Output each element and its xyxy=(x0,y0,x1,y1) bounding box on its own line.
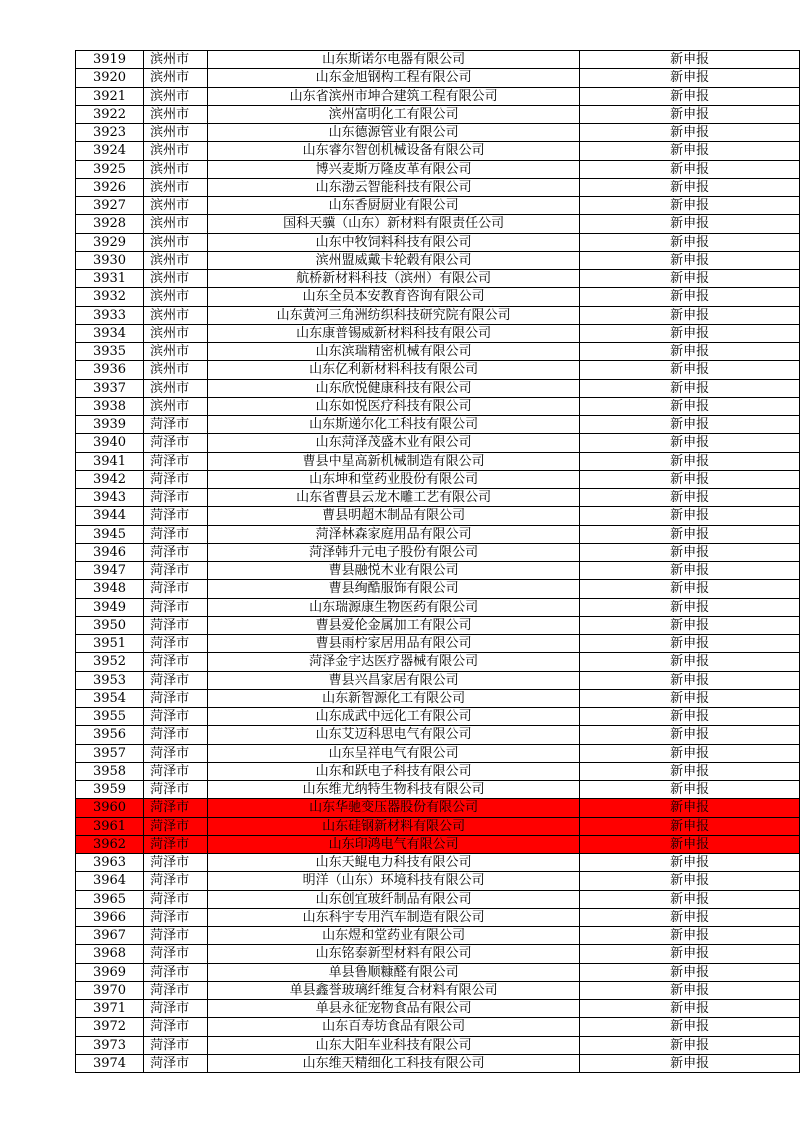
table-row xyxy=(76,981,800,999)
city-cell: 菏泽市 xyxy=(144,580,208,598)
table-row xyxy=(76,708,800,726)
city-cell: 滨州市 xyxy=(144,51,208,69)
table-row-highlighted xyxy=(76,817,800,835)
status-cell: 新申报 xyxy=(580,343,800,361)
company-name-cell: 曹县爱伦金属加工有限公司 xyxy=(208,616,580,634)
row-number-cell: 3923 xyxy=(76,124,144,142)
company-name-cell: 山东省曹县云龙木雕工艺有限公司 xyxy=(208,489,580,507)
city-cell: 菏泽市 xyxy=(144,489,208,507)
row-number-cell: 3951 xyxy=(76,635,144,653)
city-cell: 滨州市 xyxy=(144,87,208,105)
row-number-cell: 3942 xyxy=(76,470,144,488)
company-name-cell: 曹县明超木制品有限公司 xyxy=(208,507,580,525)
row-number-cell: 3921 xyxy=(76,87,144,105)
table-row-highlighted xyxy=(76,835,800,853)
table-row xyxy=(76,744,800,762)
status-cell: 新申报 xyxy=(580,361,800,379)
status-cell: 新申报 xyxy=(580,963,800,981)
city-cell: 菏泽市 xyxy=(144,762,208,780)
table-row xyxy=(76,1036,800,1054)
company-name-cell: 国科天骥（山东）新材料有限责任公司 xyxy=(208,215,580,233)
row-number-cell: 3948 xyxy=(76,580,144,598)
city-cell: 滨州市 xyxy=(144,270,208,288)
status-cell: 新申报 xyxy=(580,543,800,561)
table-row xyxy=(76,160,800,178)
company-name-cell: 山东艾迈科思电气有限公司 xyxy=(208,726,580,744)
row-number-cell: 3919 xyxy=(76,51,144,69)
table-row xyxy=(76,580,800,598)
company-name-cell: 单县鲁顺糠醛有限公司 xyxy=(208,963,580,981)
row-number-cell: 3922 xyxy=(76,105,144,123)
company-name-cell: 山东科宇专用汽车制造有限公司 xyxy=(208,908,580,926)
row-number-cell: 3956 xyxy=(76,726,144,744)
row-number-cell: 3925 xyxy=(76,160,144,178)
city-cell: 滨州市 xyxy=(144,343,208,361)
company-name-cell: 山东铭泰新型材料有限公司 xyxy=(208,945,580,963)
table-row xyxy=(76,215,800,233)
table-row xyxy=(76,635,800,653)
status-cell: 新申报 xyxy=(580,689,800,707)
table-row xyxy=(76,781,800,799)
company-name-cell: 山东成武中远化工有限公司 xyxy=(208,708,580,726)
city-cell: 菏泽市 xyxy=(144,890,208,908)
city-cell: 菏泽市 xyxy=(144,507,208,525)
table-row xyxy=(76,489,800,507)
row-number-cell: 3943 xyxy=(76,489,144,507)
company-name-cell: 山东呈祥电气有限公司 xyxy=(208,744,580,762)
table-row xyxy=(76,379,800,397)
city-cell: 菏泽市 xyxy=(144,744,208,762)
company-name-cell: 航桥新材料科技（滨州）有限公司 xyxy=(208,270,580,288)
city-cell: 菏泽市 xyxy=(144,416,208,434)
table-row xyxy=(76,762,800,780)
company-name-cell: 山东省滨州市坤合建筑工程有限公司 xyxy=(208,87,580,105)
table-row xyxy=(76,178,800,196)
city-cell: 菏泽市 xyxy=(144,635,208,653)
city-cell: 菏泽市 xyxy=(144,708,208,726)
company-name-cell: 山东瑞源康生物医药有限公司 xyxy=(208,598,580,616)
city-cell: 滨州市 xyxy=(144,178,208,196)
company-name-cell: 山东煜和堂药业有限公司 xyxy=(208,927,580,945)
status-cell: 新申报 xyxy=(580,744,800,762)
city-cell: 菏泽市 xyxy=(144,452,208,470)
row-number-cell: 3955 xyxy=(76,708,144,726)
row-number-cell: 3960 xyxy=(76,799,144,817)
company-name-cell: 山东如悦医疗科技有限公司 xyxy=(208,397,580,415)
status-cell: 新申报 xyxy=(580,981,800,999)
company-name-cell: 曹县兴昌家居有限公司 xyxy=(208,671,580,689)
status-cell: 新申报 xyxy=(580,233,800,251)
status-cell: 新申报 xyxy=(580,671,800,689)
city-cell: 菏泽市 xyxy=(144,525,208,543)
table-row xyxy=(76,1054,800,1072)
row-number-cell: 3927 xyxy=(76,197,144,215)
company-name-cell: 山东维尤纳特生物科技有限公司 xyxy=(208,781,580,799)
row-number-cell: 3957 xyxy=(76,744,144,762)
row-number-cell: 3968 xyxy=(76,945,144,963)
company-name-cell: 山东创宜玻纤制品有限公司 xyxy=(208,890,580,908)
city-cell: 菏泽市 xyxy=(144,434,208,452)
city-cell: 菏泽市 xyxy=(144,598,208,616)
status-cell: 新申报 xyxy=(580,324,800,342)
status-cell: 新申报 xyxy=(580,288,800,306)
table-row xyxy=(76,562,800,580)
row-number-cell: 3939 xyxy=(76,416,144,434)
status-cell: 新申报 xyxy=(580,434,800,452)
table-row xyxy=(76,142,800,160)
city-cell: 菏泽市 xyxy=(144,616,208,634)
company-name-cell: 单县永征宠物食品有限公司 xyxy=(208,1000,580,1018)
row-number-cell: 3969 xyxy=(76,963,144,981)
city-cell: 菏泽市 xyxy=(144,908,208,926)
company-name-cell: 山东维天精细化工科技有限公司 xyxy=(208,1054,580,1072)
status-cell: 新申报 xyxy=(580,854,800,872)
table-row xyxy=(76,69,800,87)
city-cell: 菏泽市 xyxy=(144,981,208,999)
company-name-cell: 曹县绚酷服饰有限公司 xyxy=(208,580,580,598)
row-number-cell: 3931 xyxy=(76,270,144,288)
table-row xyxy=(76,1000,800,1018)
city-cell: 滨州市 xyxy=(144,361,208,379)
row-number-cell: 3967 xyxy=(76,927,144,945)
status-cell: 新申报 xyxy=(580,197,800,215)
company-name-cell: 山东和跃电子科技有限公司 xyxy=(208,762,580,780)
row-number-cell: 3938 xyxy=(76,397,144,415)
row-number-cell: 3953 xyxy=(76,671,144,689)
company-name-cell: 山东中牧饲料科技有限公司 xyxy=(208,233,580,251)
row-number-cell: 3966 xyxy=(76,908,144,926)
company-name-cell: 山东大阳车业科技有限公司 xyxy=(208,1036,580,1054)
city-cell: 菏泽市 xyxy=(144,1054,208,1072)
company-name-cell: 曹县中星高新机械制造有限公司 xyxy=(208,452,580,470)
table-row xyxy=(76,434,800,452)
row-number-cell: 3920 xyxy=(76,69,144,87)
status-cell: 新申报 xyxy=(580,507,800,525)
city-cell: 滨州市 xyxy=(144,233,208,251)
table-row xyxy=(76,890,800,908)
table-row xyxy=(76,87,800,105)
status-cell: 新申报 xyxy=(580,635,800,653)
company-name-cell: 山东斯递尔化工科技有限公司 xyxy=(208,416,580,434)
status-cell: 新申报 xyxy=(580,51,800,69)
company-name-cell: 山东印鸿电气有限公司 xyxy=(208,835,580,853)
row-number-cell: 3958 xyxy=(76,762,144,780)
table-row xyxy=(76,251,800,269)
table-row xyxy=(76,872,800,890)
status-cell: 新申报 xyxy=(580,124,800,142)
row-number-cell: 3952 xyxy=(76,653,144,671)
company-name-cell: 山东新智源化工有限公司 xyxy=(208,689,580,707)
table-row xyxy=(76,1018,800,1036)
status-cell: 新申报 xyxy=(580,817,800,835)
table-row xyxy=(76,397,800,415)
company-name-cell: 山东德源管业有限公司 xyxy=(208,124,580,142)
city-cell: 滨州市 xyxy=(144,105,208,123)
company-name-cell: 山东全员本安教育咨询有限公司 xyxy=(208,288,580,306)
table-row xyxy=(76,927,800,945)
company-name-cell: 山东渤云智能科技有限公司 xyxy=(208,178,580,196)
company-name-cell: 山东菏泽茂盛木业有限公司 xyxy=(208,434,580,452)
company-name-cell: 山东天鲲电力科技有限公司 xyxy=(208,854,580,872)
row-number-cell: 3947 xyxy=(76,562,144,580)
table-body xyxy=(76,51,800,1073)
company-name-cell: 博兴麦斯万隆皮革有限公司 xyxy=(208,160,580,178)
row-number-cell: 3941 xyxy=(76,452,144,470)
table-row xyxy=(76,689,800,707)
table-row xyxy=(76,963,800,981)
city-cell: 菏泽市 xyxy=(144,1036,208,1054)
company-name-cell: 山东斯诺尔电器有限公司 xyxy=(208,51,580,69)
city-cell: 滨州市 xyxy=(144,215,208,233)
table-row xyxy=(76,543,800,561)
table-row-highlighted xyxy=(76,799,800,817)
status-cell: 新申报 xyxy=(580,1000,800,1018)
row-number-cell: 3930 xyxy=(76,251,144,269)
row-number-cell: 3954 xyxy=(76,689,144,707)
table-row xyxy=(76,525,800,543)
status-cell: 新申报 xyxy=(580,872,800,890)
status-cell: 新申报 xyxy=(580,251,800,269)
company-name-cell: 山东坤和堂药业股份有限公司 xyxy=(208,470,580,488)
row-number-cell: 3926 xyxy=(76,178,144,196)
city-cell: 菏泽市 xyxy=(144,689,208,707)
table-row xyxy=(76,233,800,251)
row-number-cell: 3936 xyxy=(76,361,144,379)
row-number-cell: 3972 xyxy=(76,1018,144,1036)
company-name-cell: 山东金旭钢构工程有限公司 xyxy=(208,69,580,87)
table-row xyxy=(76,908,800,926)
row-number-cell: 3949 xyxy=(76,598,144,616)
table-row xyxy=(76,324,800,342)
city-cell: 菏泽市 xyxy=(144,817,208,835)
city-cell: 滨州市 xyxy=(144,251,208,269)
city-cell: 菏泽市 xyxy=(144,872,208,890)
company-name-cell: 滨州富明化工有限公司 xyxy=(208,105,580,123)
status-cell: 新申报 xyxy=(580,653,800,671)
table-row xyxy=(76,51,800,69)
city-cell: 菏泽市 xyxy=(144,562,208,580)
status-cell: 新申报 xyxy=(580,416,800,434)
table-row xyxy=(76,726,800,744)
city-cell: 滨州市 xyxy=(144,124,208,142)
table-row xyxy=(76,306,800,324)
status-cell: 新申报 xyxy=(580,489,800,507)
status-cell: 新申报 xyxy=(580,708,800,726)
status-cell: 新申报 xyxy=(580,379,800,397)
row-number-cell: 3935 xyxy=(76,343,144,361)
row-number-cell: 3946 xyxy=(76,543,144,561)
status-cell: 新申报 xyxy=(580,890,800,908)
row-number-cell: 3973 xyxy=(76,1036,144,1054)
status-cell: 新申报 xyxy=(580,1054,800,1072)
row-number-cell: 3970 xyxy=(76,981,144,999)
city-cell: 菏泽市 xyxy=(144,726,208,744)
row-number-cell: 3965 xyxy=(76,890,144,908)
row-number-cell: 3971 xyxy=(76,1000,144,1018)
table-row xyxy=(76,653,800,671)
status-cell: 新申报 xyxy=(580,397,800,415)
row-number-cell: 3928 xyxy=(76,215,144,233)
row-number-cell: 3932 xyxy=(76,288,144,306)
status-cell: 新申报 xyxy=(580,562,800,580)
company-name-cell: 山东华驰变压器股份有限公司 xyxy=(208,799,580,817)
company-name-cell: 山东黄河三角洲纺织科技研究院有限公司 xyxy=(208,306,580,324)
city-cell: 菏泽市 xyxy=(144,1018,208,1036)
status-cell: 新申报 xyxy=(580,799,800,817)
row-number-cell: 3959 xyxy=(76,781,144,799)
city-cell: 菏泽市 xyxy=(144,927,208,945)
row-number-cell: 3974 xyxy=(76,1054,144,1072)
city-cell: 菏泽市 xyxy=(144,963,208,981)
city-cell: 菏泽市 xyxy=(144,671,208,689)
city-cell: 菏泽市 xyxy=(144,835,208,853)
city-cell: 菏泽市 xyxy=(144,854,208,872)
status-cell: 新申报 xyxy=(580,927,800,945)
city-cell: 滨州市 xyxy=(144,379,208,397)
company-list-table xyxy=(75,50,800,1073)
table-row xyxy=(76,452,800,470)
row-number-cell: 3945 xyxy=(76,525,144,543)
company-name-cell: 单县鑫誉玻璃纤维复合材料有限公司 xyxy=(208,981,580,999)
status-cell: 新申报 xyxy=(580,160,800,178)
company-name-cell: 山东亿利新材料科技有限公司 xyxy=(208,361,580,379)
row-number-cell: 3934 xyxy=(76,324,144,342)
city-cell: 滨州市 xyxy=(144,142,208,160)
table-row xyxy=(76,105,800,123)
city-cell: 菏泽市 xyxy=(144,653,208,671)
table-row xyxy=(76,197,800,215)
city-cell: 滨州市 xyxy=(144,324,208,342)
status-cell: 新申报 xyxy=(580,452,800,470)
status-cell: 新申报 xyxy=(580,835,800,853)
company-name-cell: 山东硅钢新材料有限公司 xyxy=(208,817,580,835)
company-name-cell: 山东欣悦健康科技有限公司 xyxy=(208,379,580,397)
status-cell: 新申报 xyxy=(580,69,800,87)
table-row xyxy=(76,470,800,488)
status-cell: 新申报 xyxy=(580,270,800,288)
status-cell: 新申报 xyxy=(580,1018,800,1036)
table-row xyxy=(76,945,800,963)
row-number-cell: 3933 xyxy=(76,306,144,324)
table-row xyxy=(76,343,800,361)
table-row xyxy=(76,124,800,142)
company-name-cell: 曹县雨柠家居用品有限公司 xyxy=(208,635,580,653)
status-cell: 新申报 xyxy=(580,726,800,744)
row-number-cell: 3964 xyxy=(76,872,144,890)
city-cell: 菏泽市 xyxy=(144,470,208,488)
row-number-cell: 3963 xyxy=(76,854,144,872)
status-cell: 新申报 xyxy=(580,598,800,616)
status-cell: 新申报 xyxy=(580,525,800,543)
city-cell: 滨州市 xyxy=(144,288,208,306)
city-cell: 菏泽市 xyxy=(144,1000,208,1018)
status-cell: 新申报 xyxy=(580,580,800,598)
company-name-cell: 山东香厨厨业有限公司 xyxy=(208,197,580,215)
table-row xyxy=(76,288,800,306)
status-cell: 新申报 xyxy=(580,1036,800,1054)
company-name-cell: 明洋（山东）环境科技有限公司 xyxy=(208,872,580,890)
city-cell: 滨州市 xyxy=(144,160,208,178)
status-cell: 新申报 xyxy=(580,470,800,488)
table-row xyxy=(76,361,800,379)
status-cell: 新申报 xyxy=(580,908,800,926)
status-cell: 新申报 xyxy=(580,306,800,324)
row-number-cell: 3961 xyxy=(76,817,144,835)
status-cell: 新申报 xyxy=(580,178,800,196)
city-cell: 菏泽市 xyxy=(144,543,208,561)
company-name-cell: 菏泽金宇达医疗器械有限公司 xyxy=(208,653,580,671)
city-cell: 滨州市 xyxy=(144,397,208,415)
table-row xyxy=(76,854,800,872)
status-cell: 新申报 xyxy=(580,781,800,799)
city-cell: 滨州市 xyxy=(144,69,208,87)
city-cell: 滨州市 xyxy=(144,197,208,215)
row-number-cell: 3950 xyxy=(76,616,144,634)
row-number-cell: 3937 xyxy=(76,379,144,397)
table-row xyxy=(76,598,800,616)
table-row xyxy=(76,507,800,525)
row-number-cell: 3962 xyxy=(76,835,144,853)
status-cell: 新申报 xyxy=(580,87,800,105)
company-name-cell: 山东滨瑞精密机械有限公司 xyxy=(208,343,580,361)
company-name-cell: 菏泽韩升元电子股份有限公司 xyxy=(208,543,580,561)
status-cell: 新申报 xyxy=(580,616,800,634)
city-cell: 菏泽市 xyxy=(144,945,208,963)
row-number-cell: 3924 xyxy=(76,142,144,160)
status-cell: 新申报 xyxy=(580,215,800,233)
status-cell: 新申报 xyxy=(580,142,800,160)
company-name-cell: 滨州盟威戴卡轮毂有限公司 xyxy=(208,251,580,269)
table-row xyxy=(76,270,800,288)
company-name-cell: 山东百寿坊食品有限公司 xyxy=(208,1018,580,1036)
city-cell: 滨州市 xyxy=(144,306,208,324)
status-cell: 新申报 xyxy=(580,945,800,963)
row-number-cell: 3929 xyxy=(76,233,144,251)
table-row xyxy=(76,416,800,434)
company-name-cell: 曹县融悦木业有限公司 xyxy=(208,562,580,580)
status-cell: 新申报 xyxy=(580,762,800,780)
city-cell: 菏泽市 xyxy=(144,781,208,799)
row-number-cell: 3944 xyxy=(76,507,144,525)
status-cell: 新申报 xyxy=(580,105,800,123)
company-name-cell: 菏泽林森家庭用品有限公司 xyxy=(208,525,580,543)
company-name-cell: 山东康普锡威新材料科技有限公司 xyxy=(208,324,580,342)
table-row xyxy=(76,616,800,634)
table-row xyxy=(76,671,800,689)
row-number-cell: 3940 xyxy=(76,434,144,452)
company-name-cell: 山东睿尔智创机械设备有限公司 xyxy=(208,142,580,160)
city-cell: 菏泽市 xyxy=(144,799,208,817)
